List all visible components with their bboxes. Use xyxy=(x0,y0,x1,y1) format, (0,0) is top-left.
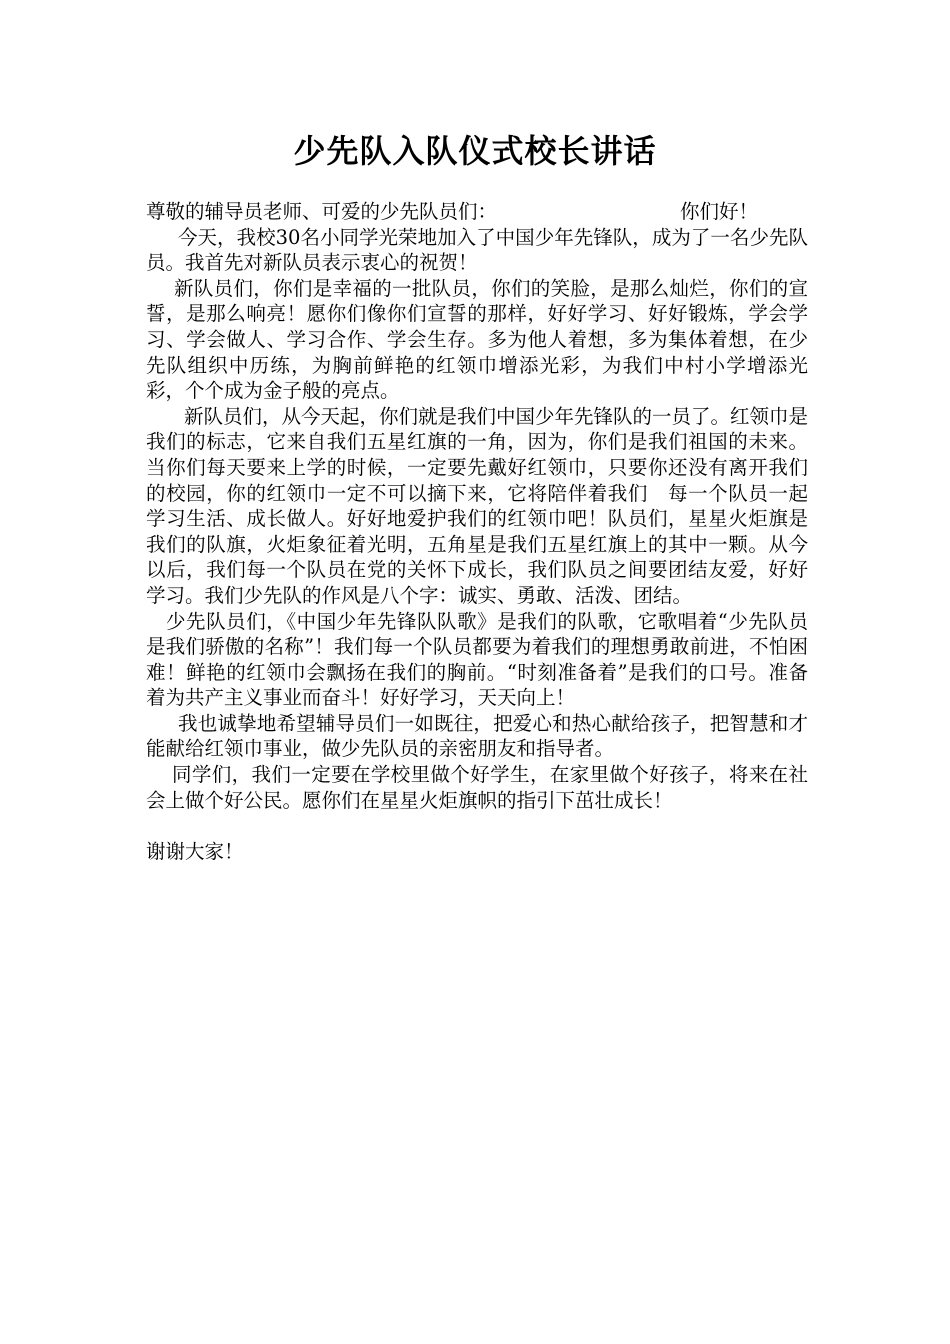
paragraph-welcome: 今天，我校30名小同学光荣地加入了中国少年先锋队，成为了一名少先队员。我首先对新队员表示衷心的祝贺！ xyxy=(146,225,808,275)
paragraph-anthem: 少先队员们，《中国少年先锋队队歌》是我们的队歌，它歌唱着“少先队员是我们骄傲的名称”！我们每一个队员都要为着我们的理想勇敢前进，不怕困难！鲜艳的红领巾会飘扬在我们的胸前。“时刻准备着”是我们的口号。准备着为共产主义事业而奋斗！好好学习，天天向上！ xyxy=(146,609,808,710)
paragraph-red-scarf: 新队员们，从今天起，你们就是我们中国少年先锋队的一员了。红领巾是我们的标志，它来自我们五星红旗的一角，因为，你们是我们祖国的未来。当你们每天要来上学的时候，一定要先戴好红领巾，只要你还没有离开我们的校园，你的红领巾一定不可以摘下来，它将陪伴着我们 每一个队员一起学习生活、成长做人。好好地爱护我们的红领巾吧！队员们，星星火炬旗是我们的队旗，火炬象征着光明，五角星是我们五星红旗上的其中一颗。从今以后，我们每一个队员在党的关怀下成长，我们队员之间要团结友爱，好好学习。我们少先队的作风是八个字：诚实、勇敢、活泼、团结。 xyxy=(146,404,809,607)
blank-line xyxy=(146,813,808,839)
paragraph-new-members: 新队员们，你们是幸福的一批队员，你们的笑脸，是那么灿烂，你们的宣誓，是那么响亮！愿你们像你们宣誓的那样，好好学习、好好锻炼，学会学习、学会做人、学习合作、学会生存。多为他人着想，多为集体着想，在少先队组织中历练，为胸前鲜艳的红领巾增添光彩，为我们中村小学增添光彩，个个成为金子般的亮点。 xyxy=(146,276,808,403)
paragraph-students: 同学们，我们一定要在学校里做个好学生，在家里做个好孩子，将来在社会上做个好公民。愿你们在星星火炬旗帜的指引下茁壮成长！ xyxy=(146,763,808,812)
paragraph-counselors: 我也诚挚地希望辅导员们一如既往，把爱心和热心献给孩子，把智慧和才能献给红领巾事业，做少先队员的亲密朋友和指导者。 xyxy=(146,711,808,761)
closing-line: 谢谢大家！ xyxy=(146,839,244,863)
document-body xyxy=(146,199,808,864)
greeting-salutation: 尊敬的辅导员老师、可爱的少先队员们： xyxy=(146,200,498,223)
document-title: 少先队入队仪式校长讲话 xyxy=(293,132,657,170)
greeting-line xyxy=(146,199,808,225)
greeting-hello: 你们好！ xyxy=(679,200,758,223)
